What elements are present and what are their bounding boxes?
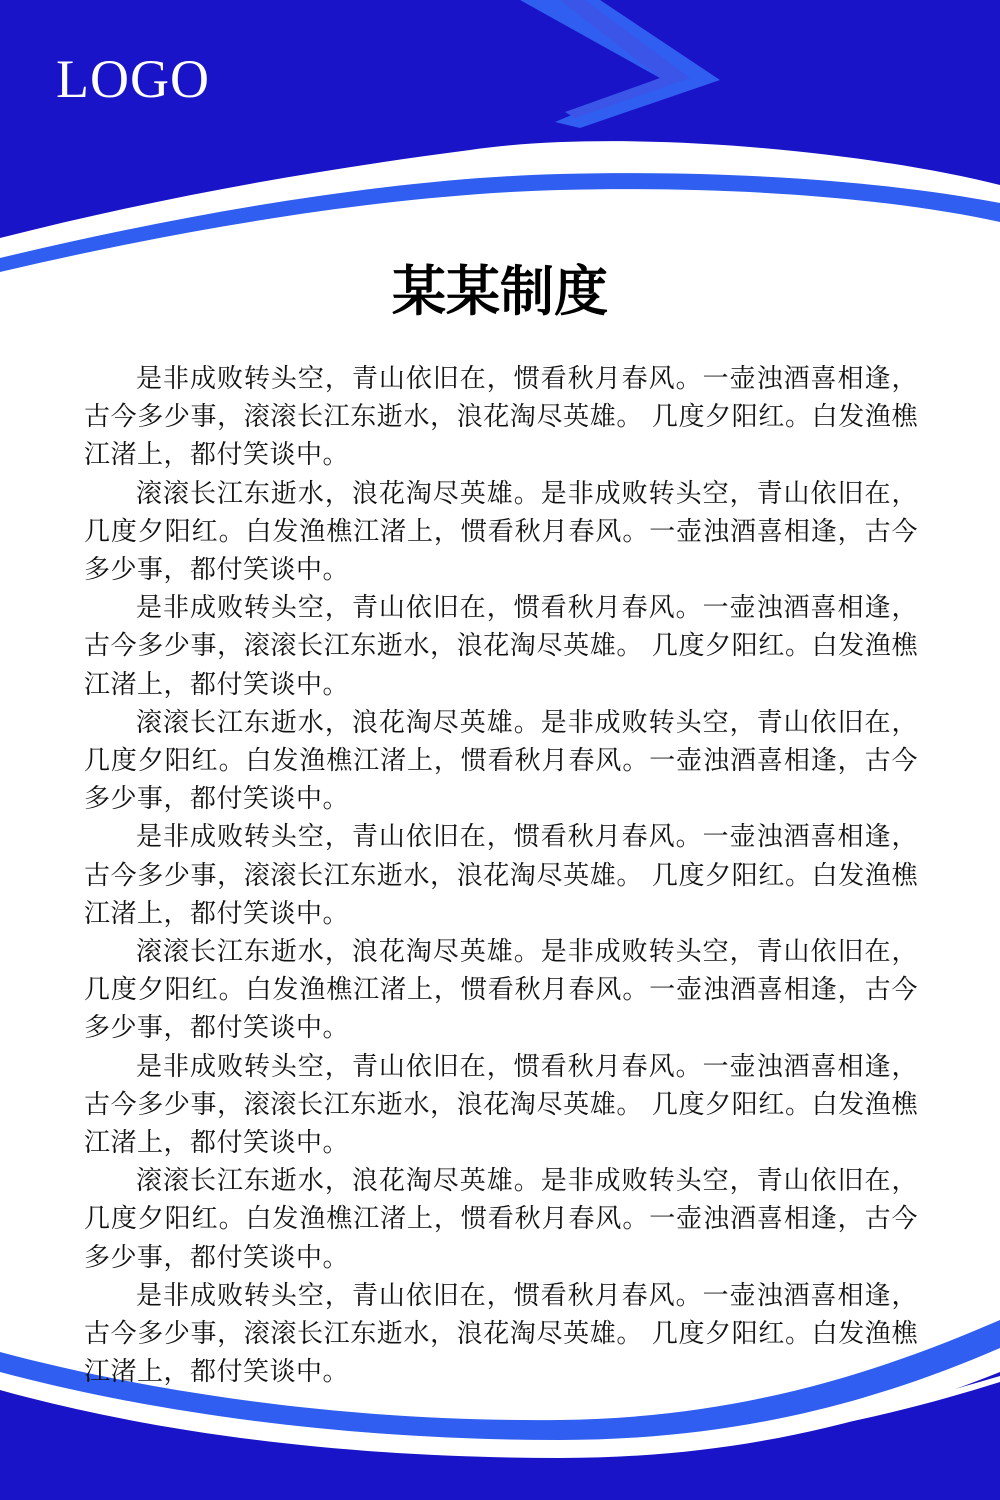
paragraph: 滚滚长江东逝水，浪花淘尽英雄。是非成败转头空，青山依旧在，几度夕阳红。白发渔樵江渚上，惯看秋月春风。一壶浊酒喜相逢，古今多少事，都付笑谈中。 xyxy=(84,937,918,1044)
paragraph: 滚滚长江东逝水，浪花淘尽英雄。是非成败转头空，青山依旧在，几度夕阳红。白发渔樵江渚上，惯看秋月春风。一壶浊酒喜相逢，古今多少事，都付笑谈中。 xyxy=(84,1166,918,1273)
header-wave xyxy=(0,0,1000,238)
paragraph: 滚滚长江东逝水，浪花淘尽英雄。是非成败转头空，青山依旧在，几度夕阳红。白发渔樵江渚上，惯看秋月春风。一壶浊酒喜相逢，古今多少事，都付笑谈中。 xyxy=(84,478,918,586)
paragraph: 滚滚长江东逝水，浪花淘尽英雄。是非成败转头空，青山依旧在，几度夕阳红。白发渔樵江渚上，惯看秋月春风。一壶浊酒喜相逢，古今多少事，都付笑谈中。 xyxy=(84,707,918,815)
paragraph: 是非成败转头空，青山依旧在，惯看秋月春风。一壶浊酒喜相逢，古今多少事，滚滚长江东逝水，浪花淘尽英雄。 几度夕阳红。白发渔樵江渚上，都付笑谈中。 xyxy=(84,364,918,471)
paragraph: 是非成败转头空，青山依旧在，惯看秋月春风。一壶浊酒喜相逢，古今多少事，滚滚长江东逝水，浪花淘尽英雄。 几度夕阳红。白发渔樵江渚上，都付笑谈中。 xyxy=(84,822,918,929)
page-title: 某某制度 xyxy=(392,260,608,323)
logo: LOGO xyxy=(56,49,210,109)
paragraph: 是非成败转头空，青山依旧在，惯看秋月春风。一壶浊酒喜相逢，古今多少事，滚滚长江东逝水，浪花淘尽英雄。 几度夕阳红。白发渔樵江渚上，都付笑谈中。 xyxy=(84,1280,918,1388)
paragraph: 是非成败转头空，青山依旧在，惯看秋月春风。一壶浊酒喜相逢，古今多少事，滚滚长江东逝水，浪花淘尽英雄。 几度夕阳红。白发渔樵江渚上，都付笑谈中。 xyxy=(84,1051,918,1159)
paragraph: 是非成败转头空，青山依旧在，惯看秋月春风。一壶浊酒喜相逢，古今多少事，滚滚长江东逝水，浪花淘尽英雄。 几度夕阳红。白发渔樵江渚上，都付笑谈中。 xyxy=(84,593,918,700)
body-text xyxy=(84,360,918,1391)
